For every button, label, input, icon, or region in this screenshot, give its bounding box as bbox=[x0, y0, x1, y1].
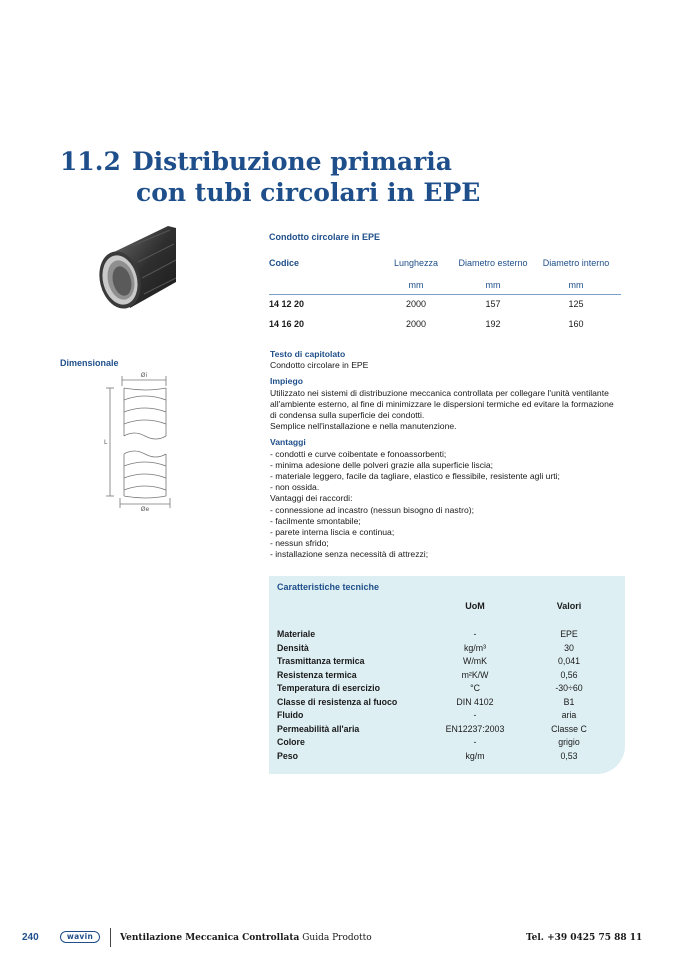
vantaggi-title: Vantaggi bbox=[270, 437, 306, 448]
impiego-line: di condensa sulla superficie dei condotti. bbox=[270, 410, 425, 421]
dimensional-drawing bbox=[100, 370, 190, 512]
tech-row bbox=[269, 737, 625, 750]
tech-name: Peso bbox=[277, 750, 299, 761]
title-line-1: Distribuzione primaria bbox=[132, 147, 452, 176]
tech-value: Classe C bbox=[551, 723, 587, 734]
description-text bbox=[270, 349, 630, 561]
vantaggi-line: - installazione senza necessità di attrezzi; bbox=[270, 549, 429, 560]
tech-uom: kg/m bbox=[465, 750, 485, 761]
tech-row bbox=[269, 643, 625, 656]
title-line-2: con tubi circolari in EPE bbox=[136, 178, 481, 207]
tech-name: Materiale bbox=[277, 629, 316, 639]
cell-diametro-esterno: 157 bbox=[485, 299, 501, 309]
page-title bbox=[60, 146, 480, 208]
table-divider bbox=[269, 294, 621, 295]
tech-uom: kg/m³ bbox=[464, 642, 486, 653]
tech-row bbox=[269, 656, 625, 669]
capitolato-title: Testo di capitolato bbox=[270, 349, 346, 359]
tech-name: Resistenza termica bbox=[277, 669, 357, 680]
capitolato-body: Condotto circolare in EPE bbox=[270, 360, 369, 371]
tech-value: 0,53 bbox=[560, 750, 578, 761]
tech-name: Fluido bbox=[277, 710, 304, 720]
tech-uom: °C bbox=[470, 683, 480, 693]
vantaggi-line: - nessun sfrido; bbox=[270, 538, 329, 549]
unit-lunghezza: mm bbox=[408, 280, 424, 290]
tech-name: Classe di resistenza al fuoco bbox=[277, 696, 398, 707]
tech-uom: DIN 4102 bbox=[456, 696, 494, 707]
impiego-line: all'ambiente esterno, al fine di minimizzare le dispersioni termiche ed evitare la formazione bbox=[270, 398, 614, 409]
impiego-title: Impiego bbox=[270, 376, 303, 387]
unit-diametro-interno: mm bbox=[568, 280, 584, 290]
tech-uom: EN12237:2003 bbox=[445, 723, 505, 734]
cell-codice: 14 12 20 bbox=[269, 299, 305, 309]
footer-title bbox=[120, 933, 372, 943]
tech-uom: - bbox=[473, 629, 477, 639]
tech-name: Colore bbox=[277, 737, 305, 747]
cell-lunghezza: 2000 bbox=[405, 319, 427, 329]
dimensional-label: Dimensionale bbox=[60, 358, 119, 368]
impiego-line: Semplice nell'installazione e nella manutenzione. bbox=[270, 421, 457, 432]
footer-divider bbox=[110, 928, 111, 947]
tech-value: grigio bbox=[558, 737, 580, 747]
page-footer bbox=[0, 930, 677, 946]
col-lunghezza: Lunghezza bbox=[393, 258, 439, 268]
tech-uom: W/mK bbox=[463, 656, 487, 666]
vantaggi-line: Vantaggi dei raccordi: bbox=[270, 493, 353, 504]
tech-name: Densità bbox=[277, 642, 309, 653]
outer-diameter-label: Øe bbox=[140, 506, 150, 512]
tech-value: EPE bbox=[560, 629, 578, 639]
page-number: 240 bbox=[22, 932, 39, 943]
tech-row bbox=[269, 697, 625, 710]
tech-value: aria bbox=[561, 710, 577, 720]
impiego-line: Utilizzato nei sistemi di distribuzione meccanica controllata per collegare l'unità ventilante bbox=[270, 387, 609, 398]
section-number: 11.2 bbox=[60, 147, 121, 176]
length-label: L bbox=[104, 439, 108, 446]
cell-lunghezza: 2000 bbox=[405, 299, 427, 309]
wavin-logo: wavin bbox=[60, 931, 100, 943]
footer-title-bold: Ventilazione Meccanica Controllata bbox=[120, 933, 300, 943]
tech-name: Temperatura di esercizio bbox=[277, 683, 380, 693]
col-diametro-esterno: Diametro esterno bbox=[458, 258, 528, 268]
tech-value: B1 bbox=[563, 696, 575, 707]
tech-value: -30÷60 bbox=[555, 683, 583, 693]
vantaggi-line: - connessione ad incastro (nessun bisogno di nastro); bbox=[270, 504, 474, 515]
tech-row bbox=[269, 710, 625, 723]
tech-name: Permeabilità all'aria bbox=[277, 723, 360, 734]
tech-uom: - bbox=[473, 710, 477, 720]
cell-codice: 14 16 20 bbox=[269, 319, 305, 329]
vantaggi-line: - minima adesione delle polveri grazie alla superficie liscia; bbox=[270, 459, 494, 470]
tech-row bbox=[269, 670, 625, 683]
tech-row bbox=[269, 683, 625, 696]
pipe-product-photo bbox=[96, 222, 176, 314]
cell-diametro-esterno: 192 bbox=[485, 319, 501, 329]
vantaggi-line: - materiale leggero, facile da tagliare, elastico e flessibile, resistente agli urti; bbox=[270, 471, 560, 482]
tech-value: 0,56 bbox=[560, 669, 578, 680]
tech-row bbox=[269, 751, 625, 764]
cell-diametro-interno: 160 bbox=[568, 319, 584, 329]
vantaggi-line: - facilmente smontabile; bbox=[270, 515, 361, 526]
tech-characteristics-panel bbox=[269, 576, 625, 774]
col-valori: Valori bbox=[556, 601, 582, 611]
col-diametro-interno: Diametro interno bbox=[542, 258, 610, 268]
vantaggi-line: - condotti e curve coibentate e fonoassorbenti; bbox=[270, 448, 447, 459]
col-codice: Codice bbox=[269, 258, 300, 268]
vantaggi-line: - non ossida. bbox=[270, 482, 320, 493]
unit-diametro-esterno: mm bbox=[485, 280, 501, 290]
tech-row bbox=[269, 629, 625, 642]
product-table-heading: Condotto circolare in EPE bbox=[269, 232, 381, 242]
vantaggi-line: - parete interna liscia e continua; bbox=[270, 527, 395, 538]
tech-value: 0,041 bbox=[557, 656, 580, 666]
footer-phone: Tel. +39 0425 75 88 11 bbox=[526, 933, 643, 943]
tech-uom: m²K/W bbox=[461, 669, 489, 680]
tech-row bbox=[269, 724, 625, 737]
inner-diameter-label: Øi bbox=[140, 372, 148, 379]
col-uom: UoM bbox=[465, 601, 485, 611]
tech-title: Caratteristiche tecniche bbox=[277, 582, 380, 592]
footer-title-rest: Guida Prodotto bbox=[302, 933, 372, 943]
cell-diametro-interno: 125 bbox=[568, 299, 584, 309]
tech-value: 30 bbox=[564, 642, 574, 653]
tech-name: Trasmittanza termica bbox=[277, 656, 365, 666]
tech-uom: - bbox=[473, 737, 477, 747]
